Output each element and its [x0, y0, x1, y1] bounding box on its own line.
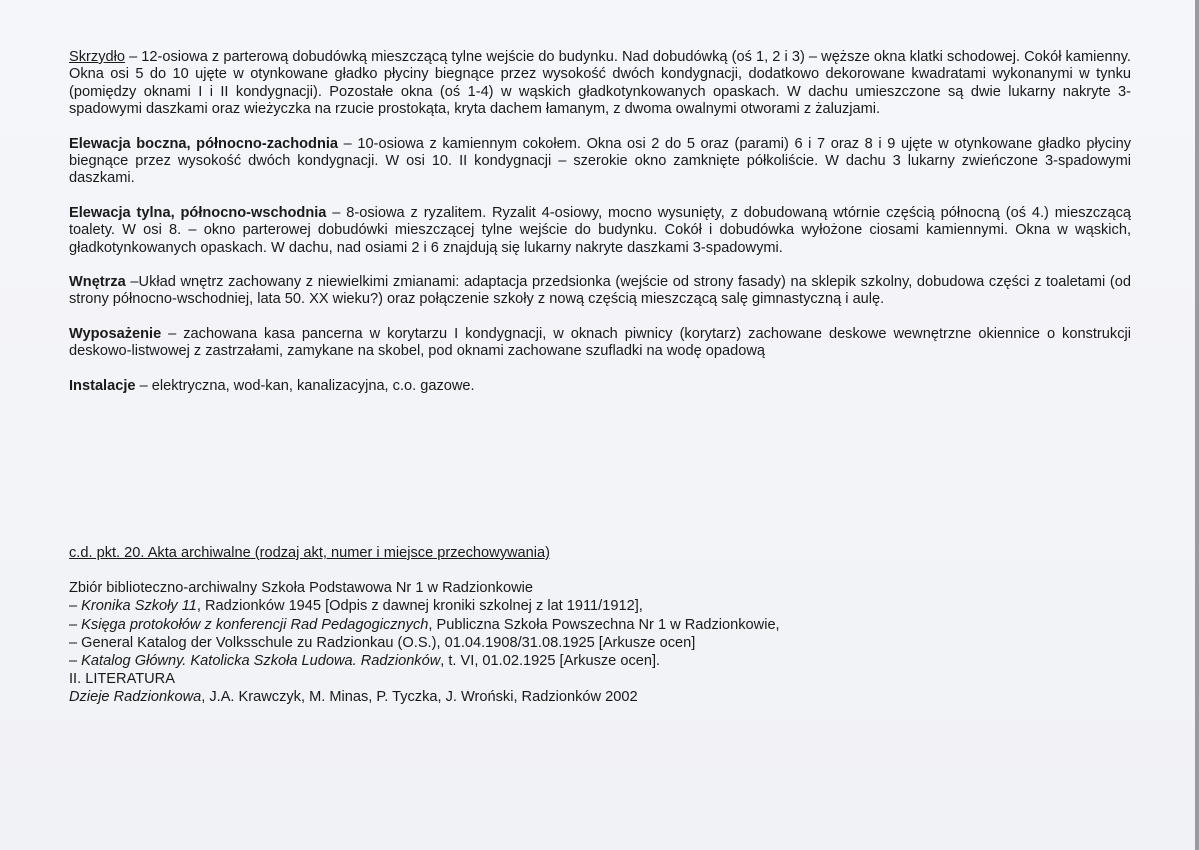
item-prefix: – [69, 616, 82, 633]
literature-rest: , J.A. Krawczyk, M. Minas, P. Tyczka, J. Wroński, Radzionków 2002 [201, 689, 638, 706]
literature-title: Dzieje Radzionkowa [69, 689, 202, 706]
item-title: Księga protokołów z konferencji Rad Pedagogicznych [81, 616, 429, 633]
paragraph-interiors [69, 274, 1131, 309]
paragraph-equipment [69, 326, 1131, 361]
paragraph-text: – 10-osiowa z kamiennym cokołem. Okna osi 2 do 5 oraz (parami) 6 i 7 oraz 8 i 9 ujęte w otynkowane gładko płyciny biegnące przez wysokość dwóch kondygnacji. W osi 10. II kondygnacji – szerokie okno zamknięte półkoliście. W dachu 3 lukarny zwieńczone 3-spadowymi daszkami. [69, 135, 1131, 187]
item-title: Kronika Szkoły 11 [81, 598, 197, 615]
paragraph-lead: Elewacja boczna, północno-zachodnia [69, 135, 339, 152]
archive-item [69, 597, 1131, 615]
paragraph-lead: Wyposażenie [69, 325, 162, 342]
item-rest: , Publiczna Szkoła Powszechna Nr 1 w Radzionkowie, [428, 616, 780, 633]
archive-section [69, 544, 1131, 707]
description-section [69, 49, 1131, 412]
scan-edge [1195, 0, 1199, 850]
paragraph-side-elevation [69, 136, 1131, 188]
paragraph-rear-elevation [69, 205, 1131, 257]
paragraph-text: – 8-osiowa z ryzalitem. Ryzalit 4-osiowy, mocno wysunięty, z dobudowaną wtórnie częścią północną (oś 4.) mieszczącą toalety. W osi 8. – okno parterowej dobudówki mieszczącej tylne wejście do budynku. Cokół i dobudówka wyłożone ciosami kamiennymi. Okna w wąskich, gładkotynkowanych opaskach. W dachu, nad osiami 2 i 6 znajdują się lukarny nakryte daszkami 3-spadowymi. [69, 204, 1131, 256]
item-prefix: – [69, 598, 82, 615]
item-rest: General Katalog der Volksschule zu Radzionkau (O.S.), 01.04.1908/31.08.1925 [Arkusze ocen] [81, 634, 696, 651]
paragraph-wing [69, 49, 1131, 119]
item-prefix: – [69, 634, 82, 651]
archive-item [69, 616, 1131, 634]
paragraph-lead: Instalacje [69, 377, 136, 394]
paragraph-text: – elektryczna, wod-kan, kanalizacyjna, c.o. gazowe. [135, 377, 475, 394]
item-prefix: – [69, 653, 82, 670]
archive-intro: Zbiór biblioteczno-archiwalny Szkoła Podstawowa Nr 1 w Radzionkowie [69, 580, 533, 597]
archive-heading: c.d. pkt. 20. Akta archiwalne (rodzaj akt, numer i miejsce przechowywania) [69, 545, 550, 561]
paragraph-text: – zachowana kasa pancerna w korytarzu I kondygnacji, w oknach piwnicy (korytarz) zachowane deskowe wewnętrzne okiennice o konstrukcji deskowo-listwowej z zastrzałami, zamykane na skobel, pod oknami zachowane szufladki na wodę opadową [69, 325, 1131, 360]
archive-item [69, 634, 1131, 652]
literature-item [69, 688, 1131, 706]
paragraph-lead: Skrzydło [69, 49, 125, 65]
paragraph-lead: Wnętrza [69, 274, 126, 291]
paragraph-installations [69, 378, 1131, 395]
paragraph-lead: Elewacja tylna, północno-wschodnia [69, 204, 327, 221]
item-rest: , Radzionków 1945 [Odpis z dawnej kroniki szkolnej z lat 1911/1912], [196, 598, 643, 615]
archive-item [69, 652, 1131, 670]
item-rest: , t. VI, 01.02.1925 [Arkusze ocen]. [440, 653, 661, 670]
paragraph-text: –Układ wnętrz zachowany z niewielkimi zmianami: adaptacja przedsionka (wejście od strony fasady) na sklepik szkolny, dobudowa części z toaletami (od strony północno-wschodniej, lata 50. XX wieku?) oraz połączenie szkoły z nową częścią mieszczącą salę gimnastyczną i aulę. [69, 274, 1131, 308]
item-title: Katalog Główny. Katolicka Szkoła Ludowa. Radzionków [81, 653, 441, 670]
paragraph-text: – 12-osiowa z parterową dobudówką mieszczącą tylne wejście do budynku. Nad dobudówką (oś 1, 2 i 3) – węższe okna klatki schodowej. Cokół kamienny. Okna osi 5 do 10 ujęte w otynkowane gładko płyciny biegnące przez wysokość dwóch kondygnacji, dodatkowo dekorowane kwadratami wykonanymi w tynku (pomiędzy oknami I i II kondygnacji). Pozostałe okna (oś 1-4) w wąskich gładkotynkowanych opaskach. W dachu umieszczone są dwie lukarny nakryte 3-spadowymi daszkami oraz wieżyczka na rzucie prostokąta, kryta dachem łamanym, z dwoma owalnymi otworami z żaluzjami. [69, 49, 1131, 118]
literature-heading: II. LITERATURA [69, 671, 175, 688]
